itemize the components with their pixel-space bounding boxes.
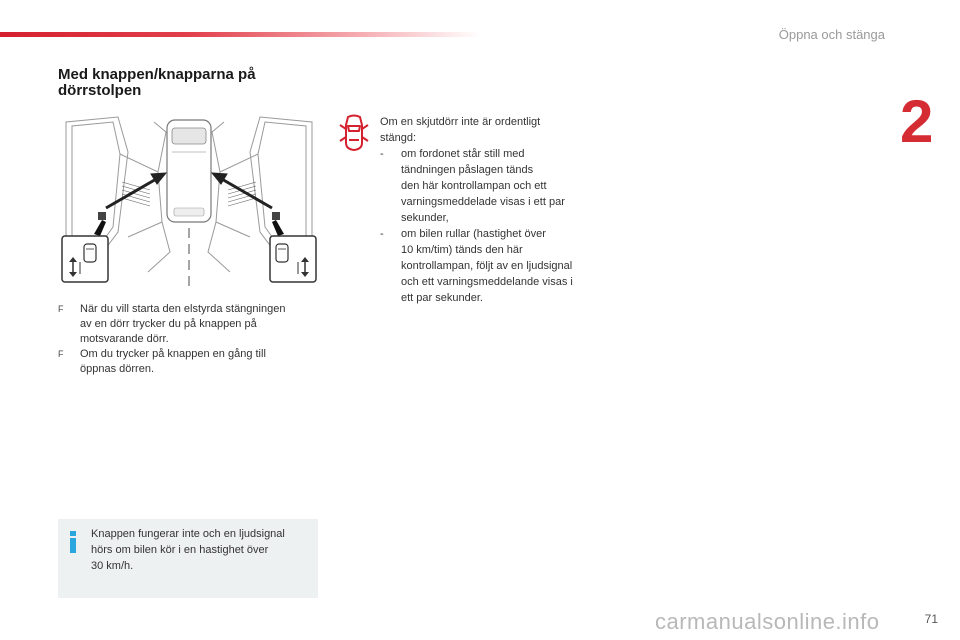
warning-intro-line: Om en skjutdörr inte är ordentligt xyxy=(380,116,541,128)
info-line: Knappen fungerar inte och en ljudsignal xyxy=(91,528,285,540)
instruction-line: av en dörr trycker du på knappen på xyxy=(80,318,257,330)
chapter-title: Öppna och stänga xyxy=(778,27,885,42)
warning-line: om bilen rullar (hastighet över xyxy=(401,228,546,240)
warning-line: ett par sekunder. xyxy=(401,292,483,304)
door-open-warning-icon xyxy=(338,113,370,153)
warning-line: varningsmeddelade visas i ett par xyxy=(401,196,565,208)
list-item xyxy=(58,347,328,377)
warning-line: 10 km/tim) tänds den här xyxy=(401,244,523,256)
section-title-line: Med knappen/knapparna på xyxy=(58,66,256,83)
list-item xyxy=(380,146,600,226)
info-text xyxy=(91,526,313,574)
page-number: 71 xyxy=(924,612,938,626)
dash-marker: - xyxy=(380,228,384,240)
warning-line: den här kontrollampan och ett xyxy=(401,180,547,192)
warning-line: tändningen påslagen tänds xyxy=(401,164,534,176)
warning-text xyxy=(380,114,600,306)
bullet-marker: F xyxy=(58,304,64,314)
instruction-line: motsvarande dörr. xyxy=(80,333,169,345)
info-icon xyxy=(68,531,78,553)
info-line: 30 km/h. xyxy=(91,560,134,572)
section-title xyxy=(58,67,318,99)
dash-marker: - xyxy=(380,148,384,160)
warning-line: kontrollampan, följt av en ljudsignal xyxy=(401,260,573,272)
info-box xyxy=(58,519,318,598)
warning-line: om fordonet står still med xyxy=(401,148,525,160)
sliding-door-buttons-illustration xyxy=(58,112,320,290)
info-line: hörs om bilen kör i en hastighet över xyxy=(91,544,269,556)
bullet-marker: F xyxy=(58,349,64,359)
warning-line: sekunder, xyxy=(401,212,449,224)
instruction-line: När du vill starta den elstyrda stängningen xyxy=(80,303,286,315)
warning-intro-line: stängd: xyxy=(380,132,417,144)
instruction-list xyxy=(58,302,328,377)
watermark: carmanualsonline.info xyxy=(655,609,880,634)
instruction-line: Om du trycker på knappen en gång till xyxy=(80,348,266,360)
chapter-number: 2 xyxy=(900,88,934,155)
header-accent-bar xyxy=(0,32,480,37)
list-item xyxy=(380,226,600,306)
instruction-line: öppnas dörren. xyxy=(80,363,154,375)
section-title-line: dörrstolpen xyxy=(58,82,142,99)
list-item xyxy=(58,302,328,347)
warning-line: och ett varningsmeddelande visas i xyxy=(401,276,573,288)
